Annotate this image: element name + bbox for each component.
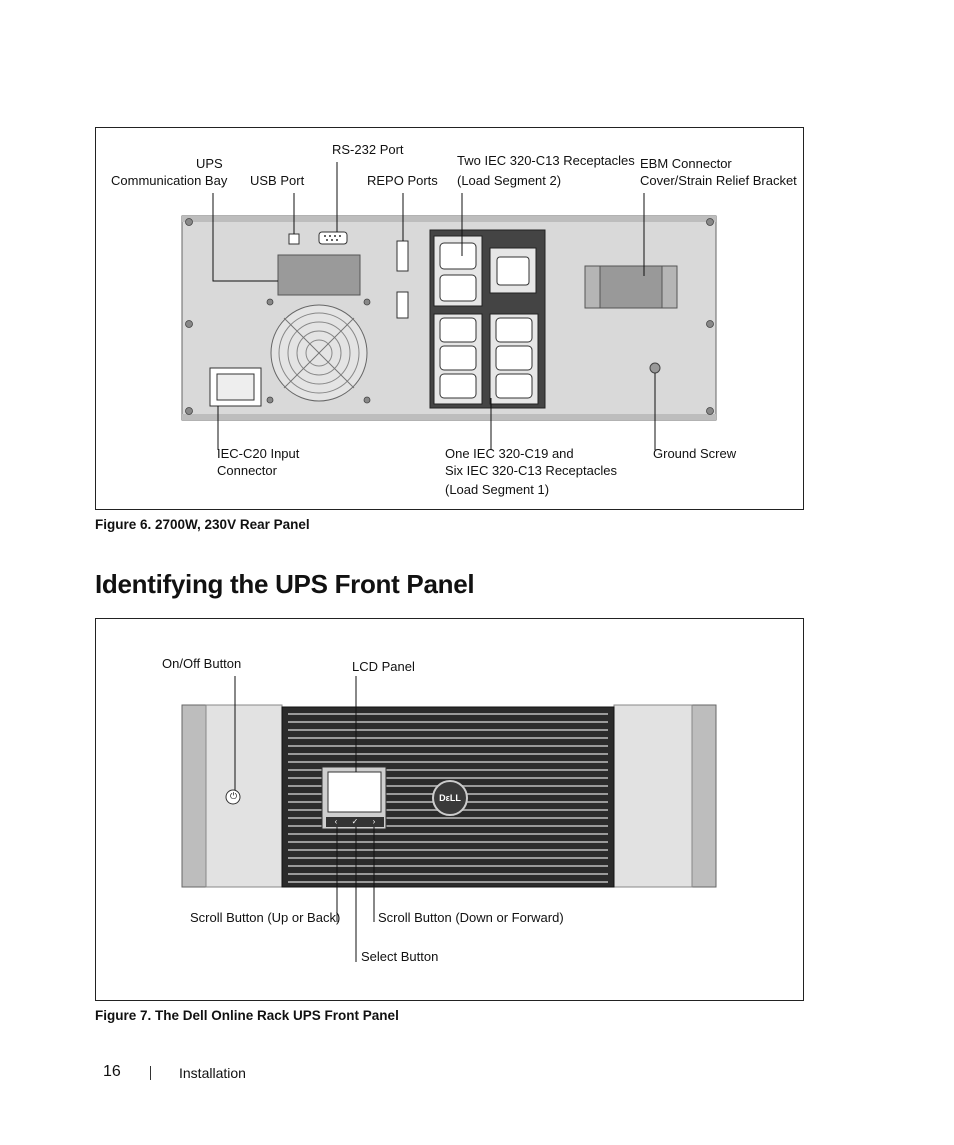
label-ebm-line1: EBM Connector [640, 156, 732, 171]
label-input-line2: Connector [217, 463, 277, 478]
section-heading: Identifying the UPS Front Panel [95, 569, 475, 599]
label-c19-line1: One IEC 320-C19 and [445, 446, 574, 461]
footer-divider [150, 1066, 151, 1080]
label-c19-line3: (Load Segment 1) [445, 482, 550, 497]
label-ups-bay-line1: UPS [196, 156, 223, 171]
power-icon: ⏻ [229, 791, 238, 801]
label-ground-screw: Ground Screw [653, 446, 737, 461]
label-repo-ports: REPO Ports [367, 173, 438, 188]
label-ebm-line2: Cover/Strain Relief Bracket [640, 173, 797, 188]
label-usb-port: USB Port [250, 173, 305, 188]
figure7-caption: Figure 7. The Dell Online Rack UPS Front Panel [95, 1008, 399, 1023]
label-scroll-down: Scroll Button (Down or Forward) [378, 910, 564, 925]
label-select-button: Select Button [361, 949, 439, 964]
footer-section: Installation [179, 1065, 246, 1081]
dell-logo: DεLL [439, 793, 461, 803]
label-c19-line2: Six IEC 320-C13 Receptacles [445, 463, 617, 478]
lcd-scroll-down-button: › [372, 817, 376, 826]
label-iec-c13-line1: Two IEC 320-C13 Receptacles [457, 153, 635, 168]
figure6-caption: Figure 6. 2700W, 230V Rear Panel [95, 517, 310, 532]
label-scroll-up: Scroll Button (Up or Back) [190, 910, 341, 925]
label-ups-bay-line2: Communication Bay [111, 173, 228, 188]
label-rs232-port: RS-232 Port [332, 142, 404, 157]
label-lcd-panel: LCD Panel [352, 659, 415, 674]
label-input-line1: IEC-C20 Input [217, 446, 300, 461]
lcd-select-button: ✓ [351, 817, 359, 826]
label-iec-c13-line2: (Load Segment 2) [457, 173, 562, 188]
lcd-scroll-up-button: ‹ [334, 817, 338, 826]
page-number: 16 [103, 1063, 121, 1080]
label-onoff-button: On/Off Button [162, 656, 242, 671]
